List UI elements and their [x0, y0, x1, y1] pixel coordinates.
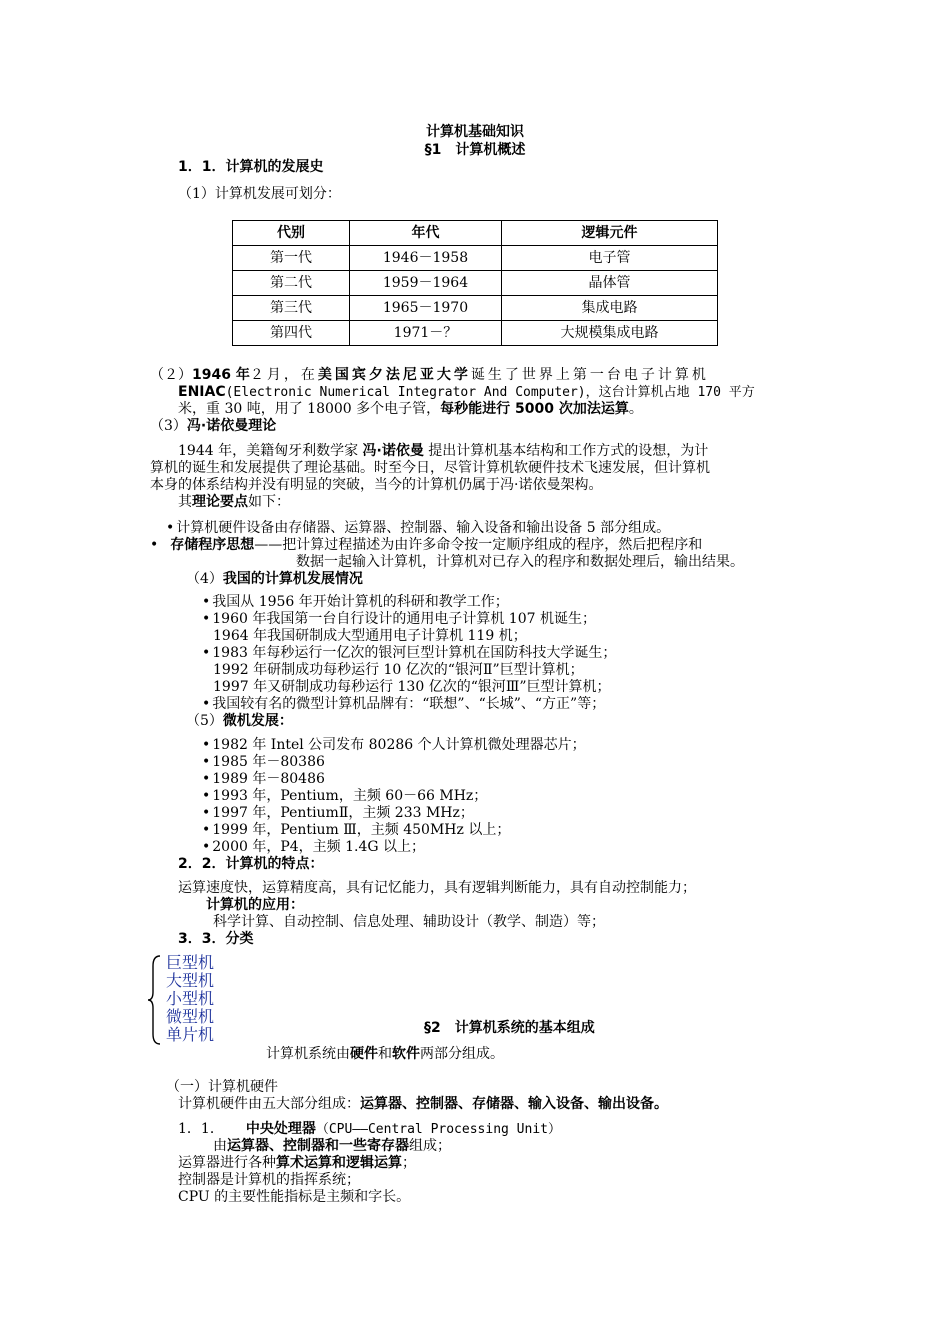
list-item-text: 1997 年又研制成功每秒运行 130 亿次的“银河Ⅲ”巨型计算机； [213, 679, 611, 695]
table-row [233, 246, 718, 271]
sys-text: 计算机系统由 [266, 1046, 350, 1062]
list-item-text: 1997 年，PentiumⅡ，主频 233 MHz； [212, 805, 474, 821]
eniac-text: 诞生了世界上第一台电子计算机 [470, 367, 709, 383]
vn-point-1 [166, 520, 670, 537]
eniac-text: 米，重 30 吨，用了 18000 多个电子管， [178, 401, 441, 417]
bullet-icon: • [150, 537, 159, 553]
table-row [233, 321, 718, 346]
cpu-operations: 算术运算和逻辑运算 [276, 1155, 402, 1171]
hardware-line [178, 1096, 668, 1113]
vn-line-1 [178, 443, 708, 460]
list-item [213, 628, 527, 645]
vn-text: 其 [178, 494, 192, 510]
cpu-line-4: 控制器是计算机的指挥系统； [178, 1172, 360, 1188]
cpu-text: 运算器进行各种 [178, 1155, 276, 1171]
table-header: 代别 [233, 221, 350, 246]
list-item [213, 662, 584, 679]
list-item-text: 1985 年－80386 [212, 754, 325, 770]
table-cell: 1959－1964 [350, 271, 502, 296]
table-cell: 大规模集成电路 [502, 321, 718, 346]
cpu-line-2 [213, 1138, 451, 1155]
micro-heading [186, 713, 293, 730]
vn-stored-program: 存储程序思想 [170, 537, 255, 553]
list-item-text: 1960 年我国第一台自行设计的通用电子计算机 107 机诞生； [212, 611, 596, 627]
vn-num: （3） [150, 418, 187, 434]
eniac-date: 1946 年 [192, 367, 250, 383]
sys-text: 两部分组成。 [420, 1046, 504, 1062]
eniac-line-3 [178, 401, 643, 418]
vn-line-2: 算机的诞生和发展提供了理论基础。时至今日，尽管计算机软硬件技术飞速发展，但计算机 [150, 460, 710, 476]
vn-point-2 [150, 537, 702, 554]
list-item-text: 1993 年，Pentium，主频 60－66 MHz； [212, 788, 488, 804]
vn-line-4 [178, 494, 290, 511]
vn-text: 1944 年，美籍匈牙利数学家 [178, 443, 363, 459]
list-item-text: 2000 年，P4，主频 1.4G 以上； [212, 839, 426, 855]
list-item [213, 679, 611, 696]
table-cell: 1946－1958 [350, 246, 502, 271]
list-item [202, 594, 509, 611]
eniac-text: 。 [628, 401, 643, 417]
china-num: （4） [186, 571, 223, 587]
generation-intro: （1）计算机发展可划分： [178, 186, 341, 202]
micro-title: 微机发展： [222, 713, 293, 729]
brace-icon [146, 954, 162, 1046]
vn-point-text: ——把计算过程描述为由许多命令按一定顺序组成的程序，然后把程序和 [254, 537, 703, 553]
list-item [202, 696, 605, 713]
table-cell: 第四代 [233, 321, 350, 346]
class-item: 小型机 [166, 989, 215, 1008]
list-item-text: 1989 年－80486 [212, 771, 325, 787]
class-item: 微型机 [166, 1007, 215, 1026]
sys-text: 和 [378, 1046, 392, 1062]
generation-table [232, 220, 718, 346]
hw-text: 计算机硬件由五大部分组成： [178, 1096, 360, 1112]
china-title: 我国的计算机发展情况 [222, 571, 363, 587]
list-item-text: 1964 年我国研制成大型通用电子计算机 119 机； [213, 628, 527, 644]
vn-point-2-cont: 数据一起输入计算机，计算机对已存入的程序和数据处理后，输出结果。 [296, 554, 744, 570]
eniac-line-2 [178, 384, 755, 401]
cpu-line-5: CPU 的主要性能指标是主频和字长。 [178, 1189, 411, 1205]
vn-title: 冯·诺依曼理论 [186, 418, 277, 434]
vn-text: 提出计算机基本结构和工作方式的设想，为计 [423, 443, 709, 459]
table-cell: 第二代 [233, 271, 350, 296]
table-row [233, 296, 718, 321]
list-item-text: 我国从 1956 年开始计算机的科研和教学工作； [212, 594, 509, 610]
list-item-text: 1983 年每秒运行一亿次的银河巨型计算机在国防科技大学诞生； [212, 645, 617, 661]
heading-1-3: 3．3．分类 [178, 931, 254, 947]
table-cell: 第三代 [233, 296, 350, 321]
eniac-speed: 每秒能进行 5000 次加法运算 [440, 401, 629, 417]
sys-hardware: 硬件 [350, 1046, 378, 1062]
cpu-components: 运算器、控制器和一些寄存器 [227, 1138, 409, 1154]
list-item [202, 771, 325, 788]
features-text: 运算速度快，运算精度高，具有记忆能力，具有逻辑判断能力，具有自动控制能力； [178, 880, 696, 896]
applications-text: 科学计算、自动控制、信息处理、辅助设计（教学、制造）等； [213, 914, 605, 930]
list-item-text: 1992 年研制成功每秒运行 10 亿次的“银河Ⅱ”巨型计算机； [213, 662, 584, 678]
eniac-university: 美国宾夕法尼亚大学 [317, 367, 471, 383]
table-cell: 第一代 [233, 246, 350, 271]
list-item [202, 839, 425, 856]
hardware-heading: （一）计算机硬件 [166, 1079, 278, 1095]
class-item: 大型机 [166, 971, 215, 990]
sys-software: 软件 [392, 1046, 420, 1062]
cpu-text: 组成； [409, 1138, 451, 1154]
cpu-text: ； [402, 1155, 416, 1171]
eniac-num: （２） [150, 367, 192, 383]
section1-heading: §1 计算机概述 [424, 142, 526, 158]
eniac-line-1 [150, 367, 709, 384]
list-item [202, 737, 586, 754]
list-item-text: 1982 年 Intel 公司发布 80286 个人计算机微处理器芯片； [212, 737, 586, 753]
eniac-text: ２月，在 [249, 367, 318, 383]
list-item [202, 645, 616, 662]
china-heading [186, 571, 363, 588]
eniac-fullname: (Electronic Numerical Integrator And Computer)，这台计算机占地 170 平方 [225, 385, 755, 400]
table-header-row [233, 221, 718, 246]
applications-heading: 计算机的应用： [206, 897, 304, 913]
cpu-line-3 [178, 1155, 416, 1172]
table-row [233, 271, 718, 296]
list-item [202, 611, 596, 628]
list-item [202, 822, 510, 839]
eniac-name: ENIAC [178, 384, 226, 400]
micro-num: （5） [186, 713, 223, 729]
page-title: 计算机基础知识 [426, 124, 524, 140]
table-cell: 1965－1970 [350, 296, 502, 321]
section2-heading: §2 计算机系统的基本组成 [424, 1020, 595, 1036]
heading-1-1: 1．1．计算机的发展史 [178, 159, 324, 175]
list-item [202, 754, 325, 771]
table-cell: 1971－？ [350, 321, 502, 346]
heading-1-2: 2．2．计算机的特点： [178, 856, 324, 872]
table-cell: 晶体管 [502, 271, 718, 296]
list-item-text: 1999 年，Pentium Ⅲ，主频 450MHz 以上； [212, 822, 511, 838]
vn-point-text: 计算机硬件设备由存储器、运算器、控制器、输入设备和输出设备 5 部分组成。 [176, 520, 671, 536]
table-header: 年代 [350, 221, 502, 246]
table-cell: 集成电路 [502, 296, 718, 321]
vn-name: 冯·诺依曼 [362, 443, 424, 459]
vn-line-3: 本身的体系结构并没有明显的突破，当今的计算机仍属于冯·诺依曼架构。 [150, 477, 603, 493]
table-header: 逻辑元件 [502, 221, 718, 246]
cpu-fullname: （CPU——Central Processing Unit） [315, 1122, 561, 1137]
vn-key-points: 理论要点 [192, 494, 248, 510]
list-item [202, 805, 474, 822]
cpu-text: 由 [213, 1138, 227, 1154]
table-cell: 电子管 [502, 246, 718, 271]
vn-heading [150, 418, 276, 435]
class-item: 单片机 [166, 1025, 215, 1044]
class-item: 巨型机 [166, 953, 215, 972]
list-item [202, 788, 487, 805]
vn-text: 如下： [248, 494, 290, 510]
cpu-num: 1．1． [178, 1121, 224, 1137]
cpu-title: 中央处理器 [245, 1121, 316, 1137]
system-composition [266, 1046, 504, 1063]
hw-parts: 运算器、控制器、存储器、输入设备、输出设备。 [360, 1096, 668, 1112]
list-item-text: 我国较有名的微型计算机品牌有：“联想”、“长城”、“方正”等； [212, 696, 606, 712]
cpu-heading [178, 1121, 561, 1138]
